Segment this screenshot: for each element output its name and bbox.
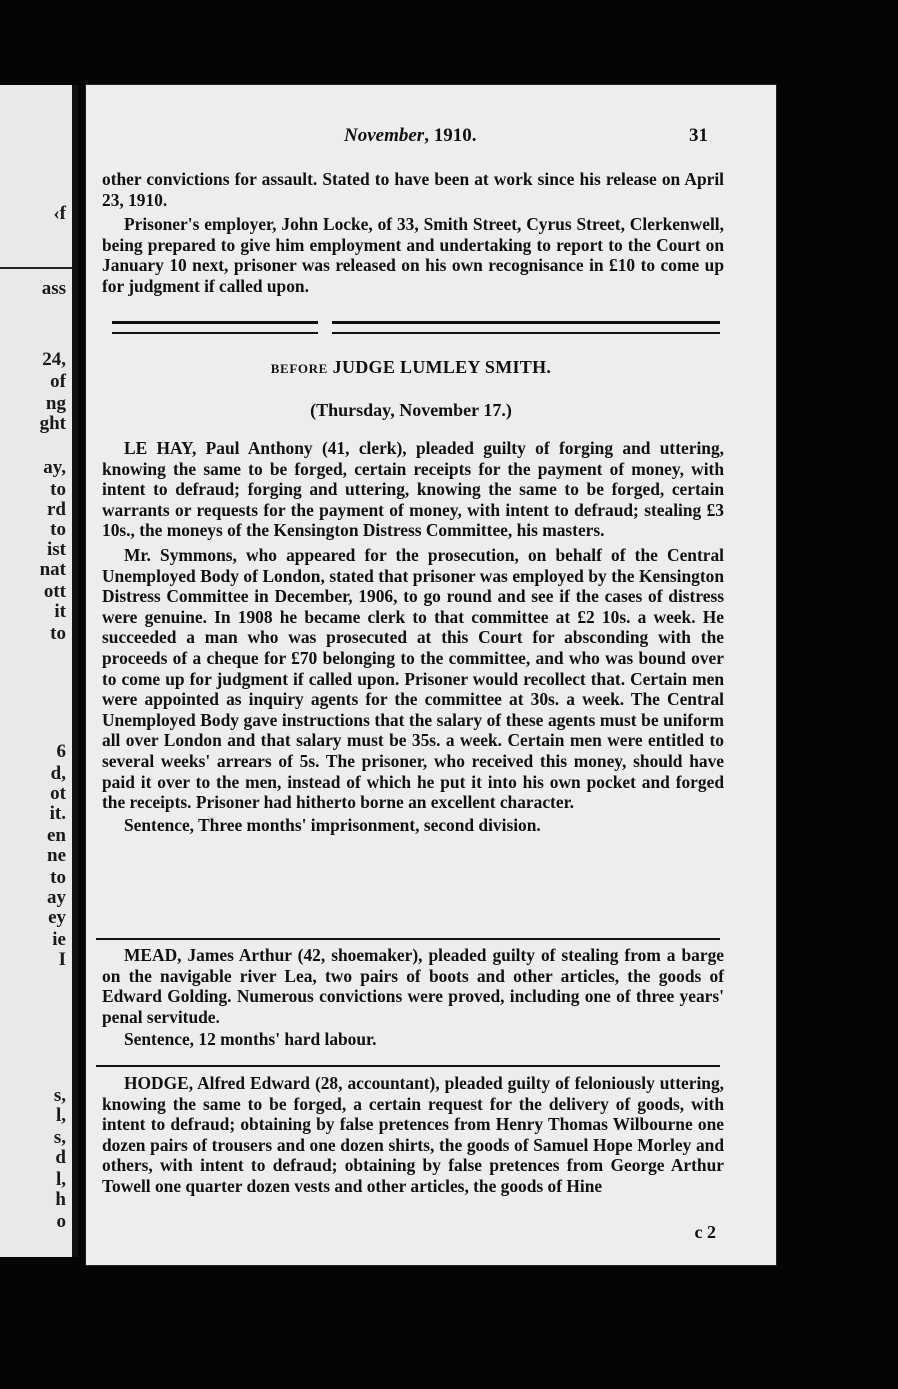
left-page-fragment: s, (53, 1127, 66, 1148)
left-page-edge (0, 85, 78, 1257)
left-page-fragment: nat (39, 559, 66, 580)
left-page-fragment: ght (39, 413, 66, 434)
left-page-fragment: 24, (42, 349, 66, 370)
paragraph-mead-charge: MEAD, James Arthur (42, shoemaker), pleaded guilty of stealing from a barge on the navigable river Lea, two pairs of boots and other articles, the goods of Edward Golding. Numerous convictions were proved, including one of three years' penal servitude. (102, 945, 724, 1027)
paragraph-symmons-statement: Mr. Symmons, who appeared for the prosecution, on behalf of the Central Unemployed Body of London, stated that prisoner was employed by the Kensington Distress Committee in December, 1906, to go round and see if the cases of distress were genuine. In 1908 he became clerk to that committee at £2 10s. a week. He succeeded a man who was prosecuted at this Court for absconding with the proceeds of a cheque for £70 belonging to the committee, and who was bound over to come up for judgment if called upon. Prisoner would recollect that. Certain men were appointed as inquiry agents for the committee at 30s. a week. The Central Unemployed Body gave instructions that the salary of these agents must be uniform all over London and that salary must be 35s. a week. Certain men were entitled to several weeks' arrears of 5s. The prisoner, who received this money, should have paid it over to the men, instead of which he put it into his own pocket and forged the receipts. Prisoner had hitherto borne an excellent character. (102, 544, 724, 813)
judge-heading (86, 357, 736, 378)
left-page-fragment: ie (52, 929, 66, 950)
left-page-fragment: ey (48, 907, 66, 928)
case-divider-1 (96, 938, 720, 940)
left-page-fragment: of (50, 371, 66, 392)
left-page-fragment: ‹f (53, 203, 66, 224)
date-subheading: (Thursday, November 17.) (310, 400, 512, 420)
running-head (86, 125, 776, 151)
left-page-fragment: to (50, 867, 66, 888)
left-page-fragment: ng (45, 393, 66, 414)
header-month: November (344, 125, 425, 146)
header-date (344, 125, 476, 147)
paragraph-le-hay-sentence: Sentence, Three months' imprisonment, second division. (124, 814, 541, 835)
left-page-fragment: en (47, 825, 66, 846)
left-page-fragment: it. (49, 803, 66, 824)
left-page-fragment: to (50, 623, 66, 644)
case-divider-2 (96, 1065, 720, 1067)
paragraph-mead-sentence: Sentence, 12 months' hard labour. (124, 1029, 377, 1050)
text-block-le-hay (102, 438, 724, 835)
left-page-fragment: d, (50, 763, 66, 784)
left-page-fragment: ass (41, 278, 66, 299)
heading-prefix: BEFORE (270, 361, 328, 376)
left-page-fragment: ay (47, 887, 66, 908)
left-page-fragment: I (58, 949, 66, 970)
left-page-fragment: ne (47, 845, 66, 866)
left-page-fragment: it (54, 601, 66, 622)
left-page-fragment: 6 (56, 741, 66, 762)
left-page-rule (0, 267, 72, 269)
left-page-fragment: to (50, 479, 66, 500)
left-page-fragment: d (55, 1147, 66, 1168)
paragraph-continued: other convictions for assault. Stated to have been at work since his release on April 23, 1910. (102, 169, 724, 210)
left-page-fragment: ot (50, 783, 66, 804)
header-year: , 1910. (424, 125, 477, 146)
paragraph-le-hay-charge: LE HAY, Paul Anthony (41, clerk), pleaded guilty of forging and uttering, knowing the same to be forged, certain receipts for the payment of money, with intent to defraud; forging and uttering, knowing the same to be forged, certain warrants or requests for the payment of money, with intent to defraud; stealing £3 10s., the moneys of the Kensington Distress Committee, his masters. (102, 438, 724, 541)
left-page-fragment: l, (55, 1169, 66, 1190)
left-page-fragment: to (50, 519, 66, 540)
left-page-fragment: s, (53, 1085, 66, 1106)
left-page-fragment: rd (47, 499, 66, 520)
text-block-hodge (102, 1073, 724, 1197)
left-page-fragment: ott (43, 581, 66, 602)
heading-judge-name: JUDGE LUMLEY SMITH. (327, 357, 552, 377)
paragraph-employer: Prisoner's employer, John Locke, of 33, Smith Street, Cyrus Street, Clerkenwell, being prepared to give him employment and undertaking to report to the Court on January 10 next, prisoner was released on his own recognisance in £10 to come up for judgment if called upon. (102, 214, 724, 296)
left-page-fragment: o (56, 1211, 66, 1232)
left-page-fragment: ist (47, 539, 66, 560)
text-block-top (102, 169, 724, 297)
left-page-fragment: l, (55, 1105, 66, 1126)
page-number: 31 (689, 125, 708, 146)
paragraph-hodge-charge: HODGE, Alfred Edward (28, accountant), pleaded guilty of feloniously uttering, knowing the same to be forged, a certain request for the delivery of goods, with intent to defraud; obtaining by false pretences from Henry Thomas Wilbourne one dozen pairs of trousers and one dozen shirts, the goods of Samuel Hope Morley and others, with intent to defraud; obtaining by false pretences from George Arthur Towell one quarter dozen vests and other articles, the goods of Hine (102, 1073, 724, 1196)
document-page (86, 85, 776, 1265)
section-double-rule (112, 321, 720, 334)
signature-mark: c 2 (694, 1222, 716, 1242)
left-page-fragment: ay, (43, 457, 66, 478)
text-block-mead (102, 945, 724, 1050)
left-page-fragment: h (55, 1189, 66, 1210)
